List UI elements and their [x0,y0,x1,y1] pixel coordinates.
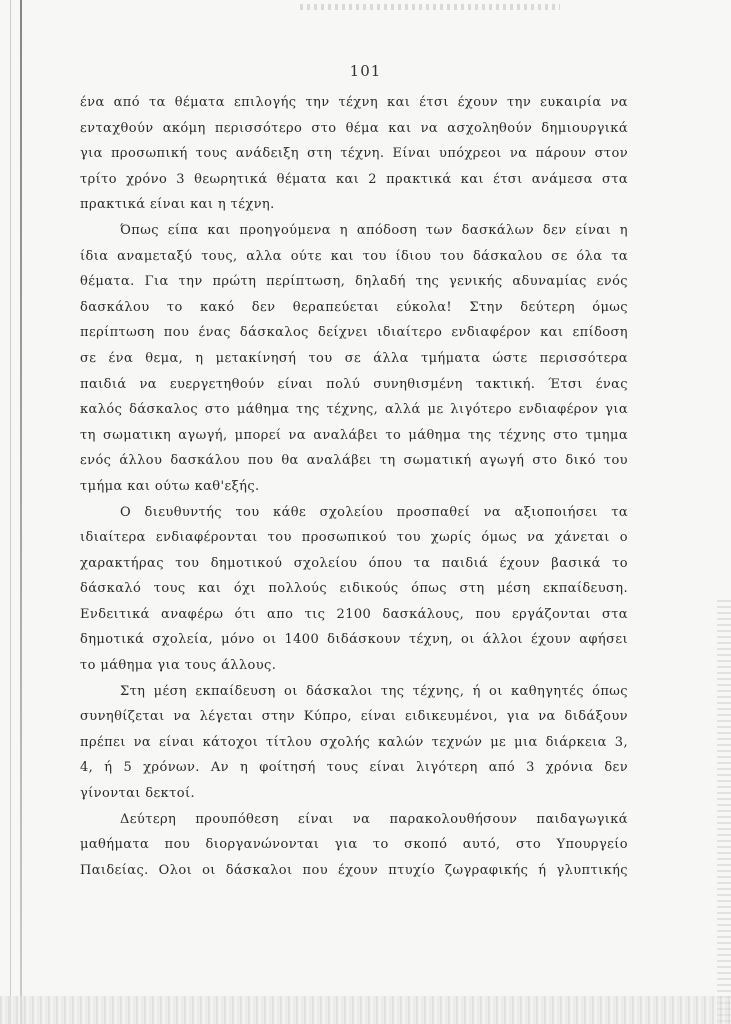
text-line: ενταχθούν ακόμη περισσότερο στο θέμα και να ασχοληθούν δημιουργικά [80,120,628,136]
text-line: Ενδειτικά αναφέρω ότι απο τις 2100 δασκάλους, που εργάζονται στα [80,606,628,622]
scan-edge-line [10,0,11,1024]
text-line: παιδιά να ευεργετηθούν είναι πολύ συνηθισμένη τακτική. Έτσι ένας [80,376,628,392]
scan-binding-line [20,0,22,1024]
page-number: 101 [349,62,382,80]
text-line: τρίτο χρόνο 3 θεωρητικά θέματα και 2 πρακτικά και έτσι ανάμεσα στα [80,171,628,187]
text-line: δασκάλου το κακό δεν θεραπεύεται εύκολα! Στην δεύτερη όμως [80,299,628,315]
text-line: πρέπει να είναι κάτοχοι τίτλου σχολής καλών τεχνών με μια διάρκεια 3, [80,734,628,750]
text-line: σε ένα θεμα, η μετακίνησή του σε άλλα τμήματα ώστε περισσότερα [80,350,628,366]
text-line: συνηθίζεται να λέγεται στην Κύπρο, είναι ειδικευμένοι, για να διδάξουν [80,709,628,725]
text-line: ένα από τα θέματα επιλογής την τέχνη και έτσι έχουν την ευκαιρία να [80,95,628,110]
text-line: Όπως είπα και προηγούμενα η απόδοση των δασκάλων δεν είναι η [120,222,628,238]
scan-smudge [300,4,560,10]
text-line: τη σωματικη αγωγή, μπορεί να αναλάβει το μάθημα της τέχνης στο τμημα [80,427,628,443]
text-line: γίνονται δεκτοί. [80,786,196,802]
text-line: ιδιαίτερα ενδιαφέρονται του προσωπικού του χωρίς όμως να χάνεται ο [80,530,628,546]
text-line: Δεύτερη προυπόθεση είναι να παρακολουθήσουν παιδαγωγικά [120,811,628,827]
text-line: για προσωπική τους ανάδειξη στη τέχνη. Είναι υπόχρεοι να πάρουν στον [80,146,628,162]
text-line: χαρακτήρας του δημοτικού σχολείου όπου τα παιδιά έχουν βασικά το [80,555,628,571]
text-line: Παιδείας. Ολοι οι δάσκαλοι που έχουν πτυχίο ζωγραφικής ή γλυπτικής [80,862,628,878]
scan-bottom-edge [0,996,731,1024]
text-line: ίδια αναμεταξύ τους, αλλα ούτε και του ίδιου του δάσκαλου σε όλα τα [80,248,628,264]
text-line: Ο διευθυντής του κάθε σχολείου προσπαθεί να αξιοποιήσει τα [120,504,628,520]
text-line: το μάθημα για τους άλλους. [80,658,277,674]
text-line: καλός δάσκαλος στο μάθημα της τέχνης, αλλά με λιγότερο ενδιαφέρον για [80,402,628,418]
text-line: μαθήματα που διοργανώνονται για το σκοπό αυτό, στο Υπουργείο [80,837,628,853]
text-line: τμήμα και ούτω καθ'εξής. [80,478,260,494]
scan-right-edge [717,600,731,1024]
text-line: δημοτικά σχολεία, μόνο οι 1400 διδάσκουν τέχνη, οι άλλοι έχουν αφήσει [80,632,628,648]
text-line: Στη μέση εκπαίδευση οι δάσκαλοι της τέχνης, ή οι καθηγητές όπως [120,683,628,699]
body-text [80,90,628,883]
text-line: θέματα. Για την πρώτη περίπτωση, δηλαδή της γενικής αδυναμίας ενός [80,274,628,290]
text-line: 4, ή 5 χρόνων. Αν η φοίτησή τους είναι λιγότερη από 3 χρόνια δεν [80,760,628,776]
text-line: περίπτωση που ένας δάσκαλος δείχνει ιδιαίτερο ενδιαφέρον και επίδοση [80,325,628,341]
text-line: δάσκαλό τους και όχι πολλούς ειδικούς όπως στη μέση εκπαίδευση. [80,581,628,597]
text-line: πρακτικά είναι και η τέχνη. [80,197,275,213]
text-line: ενός άλλου δασκάλου που θα αναλάβει τη σωματική αγωγή στο δικό του [80,453,628,469]
